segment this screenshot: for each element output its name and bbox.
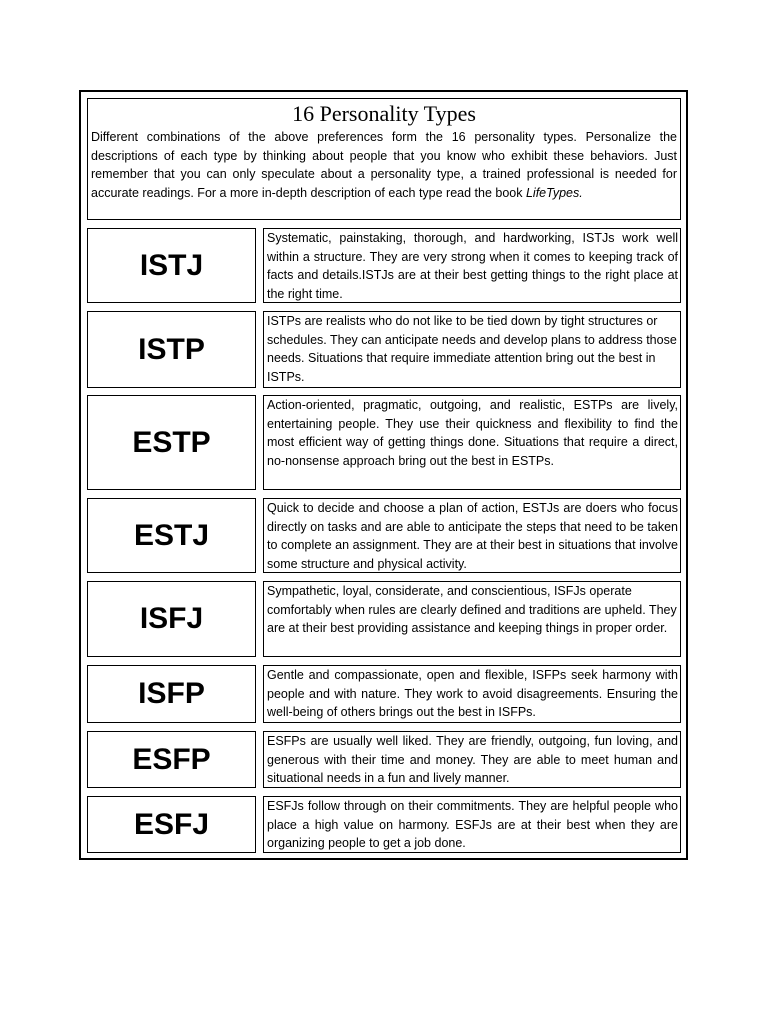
type-code: ESTJ [133,518,210,552]
type-code: ESFJ [133,807,210,841]
type-description-box [263,498,681,573]
type-description-box [263,581,681,657]
type-code-box [87,731,256,788]
type-description: ESFPs are usually well liked. They are friendly, outgoing, fun loving, and generous with their time and money. They are able to meet human and situational needs in a fun and lively manner. [267,734,678,786]
type-description: ESFJs follow through on their commitments. They are helpful people who place a high value on harmony. ESFJs are at their best when they are organizing people to get a job done. [267,799,678,851]
type-code-box [87,796,256,853]
header-box [87,98,681,220]
type-code-box [87,311,256,388]
type-code: ISFP [138,677,205,710]
type-code-box [87,581,256,657]
type-description-box [263,665,681,723]
type-code-box [87,395,256,490]
type-description: Action-oriented, pragmatic, outgoing, and realistic, ESTPs are lively, entertaining people. They use their quickness and flexibility to find the most efficient way of getting things done. Situations that require a direct, no-nonsense approach bring out the best in ESTPs. [267,398,678,468]
type-description: Quick to decide and choose a plan of action, ESTJs are doers who focus directly on tasks and are able to anticipate the steps that need to be taken to complete an assignment. They are at their best in situations that involve some structure and physical activity. [267,501,678,571]
type-code: ISTP [138,332,205,366]
intro-text: Different combinations of the above preferences form the 16 personality types. Personalize the descriptions of each type by thinking about people that you know who exhibit these behaviors. Just remember that you can only speculate about a personality type, a trained professional is needed for accurate readings. For a more in-depth description of each type read the book [91,130,677,200]
type-code: ISTJ [139,248,204,282]
book-title: LifeTypes. [525,185,583,200]
type-description: Systematic, painstaking, thorough, and hardworking, ISTJs work well within a structure. They are very strong when it comes to keeping track of facts and details.ISTJs are at their best getting things to the right place at the right time. [267,231,678,301]
type-description: Gentle and compassionate, open and flexible, ISFPs seek harmony with people and with nature. They work to avoid disagreements. Ensuring the well-being of others brings out the best in ISFPs. [267,668,678,720]
page-title: 16 Personality Types [292,101,476,126]
intro-paragraph [91,128,677,202]
type-code: ESTP [132,425,211,459]
type-description-box [263,311,681,388]
type-description-box [263,395,681,490]
type-code-box [87,228,256,303]
type-description-box [263,731,681,788]
type-code-box [87,665,256,723]
type-description-box [263,228,681,303]
type-code-box [87,498,256,573]
type-code: ESFP [132,742,211,776]
type-description: ISTPs are realists who do not like to be tied down by tight structures or schedules. They can anticipate needs and develop plans to address those needs. Situations that require immediate attention bring out the best in ISTPs. [267,314,677,384]
type-description: Sympathetic, loyal, considerate, and conscientious, ISFJs operate comfortably when rules are clearly defined and traditions are upheld. They are at their best providing assistance and keeping things in proper order. [267,584,677,636]
type-description-box [263,796,681,853]
type-code: ISFJ [139,602,204,635]
